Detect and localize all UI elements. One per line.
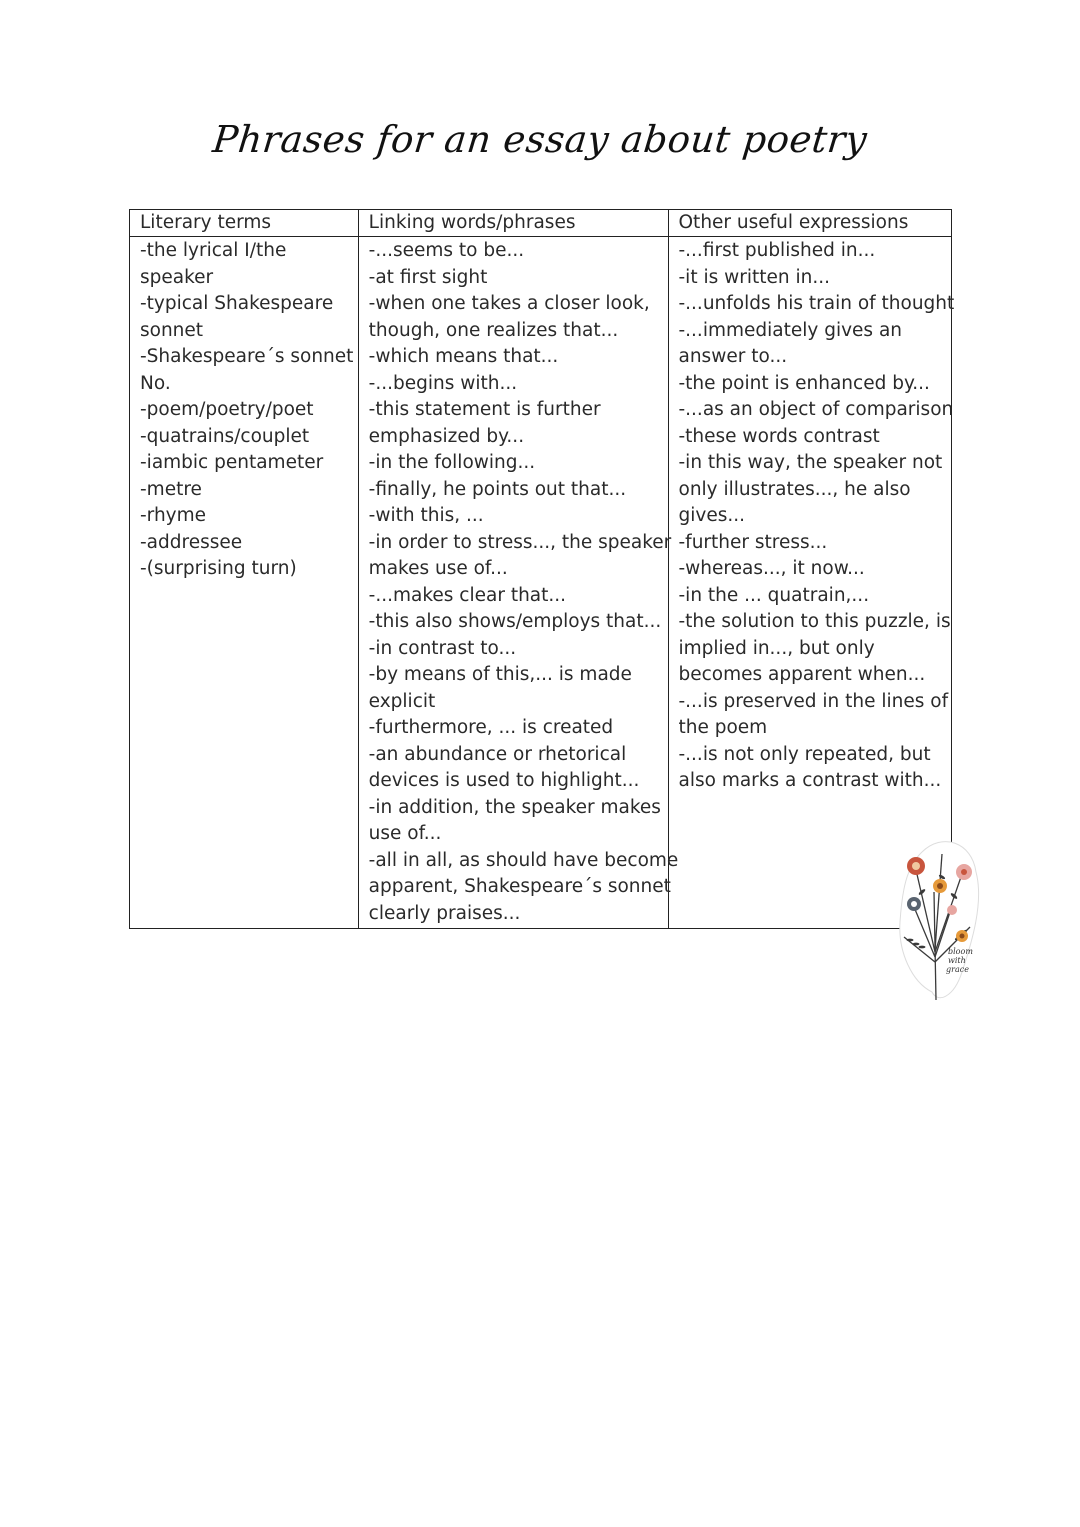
cell-line: -(surprising turn) <box>140 558 297 579</box>
cell-line: -in order to stress..., the speaker <box>368 531 672 553</box>
cell-line: -it is written in... <box>678 266 830 288</box>
header-literary-terms: Literary terms <box>130 210 359 237</box>
cell-line: -the point is enhanced by... <box>678 372 930 394</box>
cell-line: answer to... <box>678 346 788 367</box>
sticker-text-line: with <box>948 956 966 965</box>
cell-line: implied in..., but only <box>678 637 875 659</box>
cell-line: gives... <box>678 505 745 526</box>
cell-line: -...unfolds his train of thought <box>678 293 955 314</box>
cell-line: -poem/poetry/poet <box>140 399 314 420</box>
cell-line: -addressee <box>140 531 243 553</box>
cell-line: -this also shows/employs that... <box>368 611 662 632</box>
column-other-expressions <box>668 237 955 929</box>
cell-line: apparent, Shakespeare´s sonnet <box>368 876 671 897</box>
cell-line: becomes apparent when... <box>678 664 926 685</box>
red-flower-icon <box>907 857 925 875</box>
cell-line: -...first published in... <box>678 240 876 261</box>
cell-line: -iambic pentameter <box>140 452 324 473</box>
cell-line: -rhyme <box>140 505 207 526</box>
cell-line: -...begins with... <box>368 372 518 394</box>
phrases-table <box>129 209 955 929</box>
cell-line: -the lyrical I/the <box>140 240 287 261</box>
cell-line: though, one realizes that... <box>368 319 619 341</box>
bottom-orange-flower-icon <box>956 930 968 942</box>
cell-line: -in contrast to... <box>368 637 517 659</box>
cell-line: -by means of this,... is made <box>368 664 632 685</box>
cell-line: -with this, ... <box>368 505 484 526</box>
cell-line: -the solution to this puzzle, is <box>678 611 951 632</box>
cell-line: -in this way, the speaker not <box>678 452 943 473</box>
cell-line: the poem <box>678 717 768 738</box>
gray-flower-icon <box>907 897 921 911</box>
sticker-text-line: bloom <box>948 947 973 956</box>
cell-line: -at first sight <box>368 266 488 288</box>
cell-line: -...is not only repeated, but <box>678 743 931 765</box>
small-pink-flower-icon <box>947 905 957 915</box>
header-linking-words: Linking words/phrases <box>358 210 668 237</box>
cell-line: devices is used to highlight... <box>368 770 640 791</box>
cell-line: -which means that... <box>368 346 559 367</box>
cell-line: -further stress... <box>678 531 828 553</box>
cell-line: also marks a contrast with... <box>678 770 942 791</box>
cell-line: -metre <box>140 478 202 500</box>
column-literary-terms <box>130 237 359 929</box>
cell-line: speaker <box>140 266 214 288</box>
cell-line: -finally, he points out that... <box>368 478 627 500</box>
cell-line: -...immediately gives an <box>678 319 902 341</box>
cell-line: -...as an object of comparison <box>678 399 954 420</box>
cell-line: makes use of... <box>368 558 508 579</box>
cell-line: -...seems to be... <box>368 240 525 261</box>
cell-line: -Shakespeare´s sonnet <box>140 346 354 367</box>
cell-line: -an abundance or rhetorical <box>368 743 627 765</box>
pink-flower-icon <box>956 864 972 880</box>
page-title: Phrases for an essay about poetry <box>210 118 870 161</box>
cell-line: -in addition, the speaker makes <box>368 796 661 818</box>
cell-line: -whereas..., it now... <box>678 558 865 579</box>
orange-flower-icon <box>933 879 947 893</box>
cell-line: emphasized by... <box>368 425 525 447</box>
table-header-row <box>130 210 952 237</box>
cell-line: clearly praises... <box>368 902 521 924</box>
cell-line: -in the ... quatrain,... <box>678 584 870 606</box>
cell-line: -all in all, as should have become <box>368 849 679 871</box>
cell-line: -this statement is further <box>368 399 601 420</box>
cell-line: -furthermore, ... is created <box>368 717 614 738</box>
cell-line: -these words contrast <box>678 425 880 447</box>
header-other-expressions: Other useful expressions <box>668 210 952 237</box>
cell-line: No. <box>140 372 171 394</box>
cell-line: sonnet <box>140 319 204 341</box>
cell-line: -quatrains/couplet <box>140 425 310 447</box>
column-linking-words <box>358 237 679 929</box>
sticker-text-line: grace <box>946 965 969 974</box>
cell-line: -in the following... <box>368 452 536 473</box>
table-row <box>130 237 952 929</box>
cell-line: -when one takes a closer look, <box>368 293 650 314</box>
cell-line: -...is preserved in the lines of <box>678 690 949 712</box>
cell-line: use of... <box>368 823 442 844</box>
cell-line: explicit <box>368 690 436 712</box>
cell-line: -...makes clear that... <box>368 584 567 606</box>
cell-line: -typical Shakespeare <box>140 293 334 314</box>
flower-bouquet-sticker <box>892 832 984 1004</box>
cell-line: only illustrates..., he also <box>678 478 911 500</box>
